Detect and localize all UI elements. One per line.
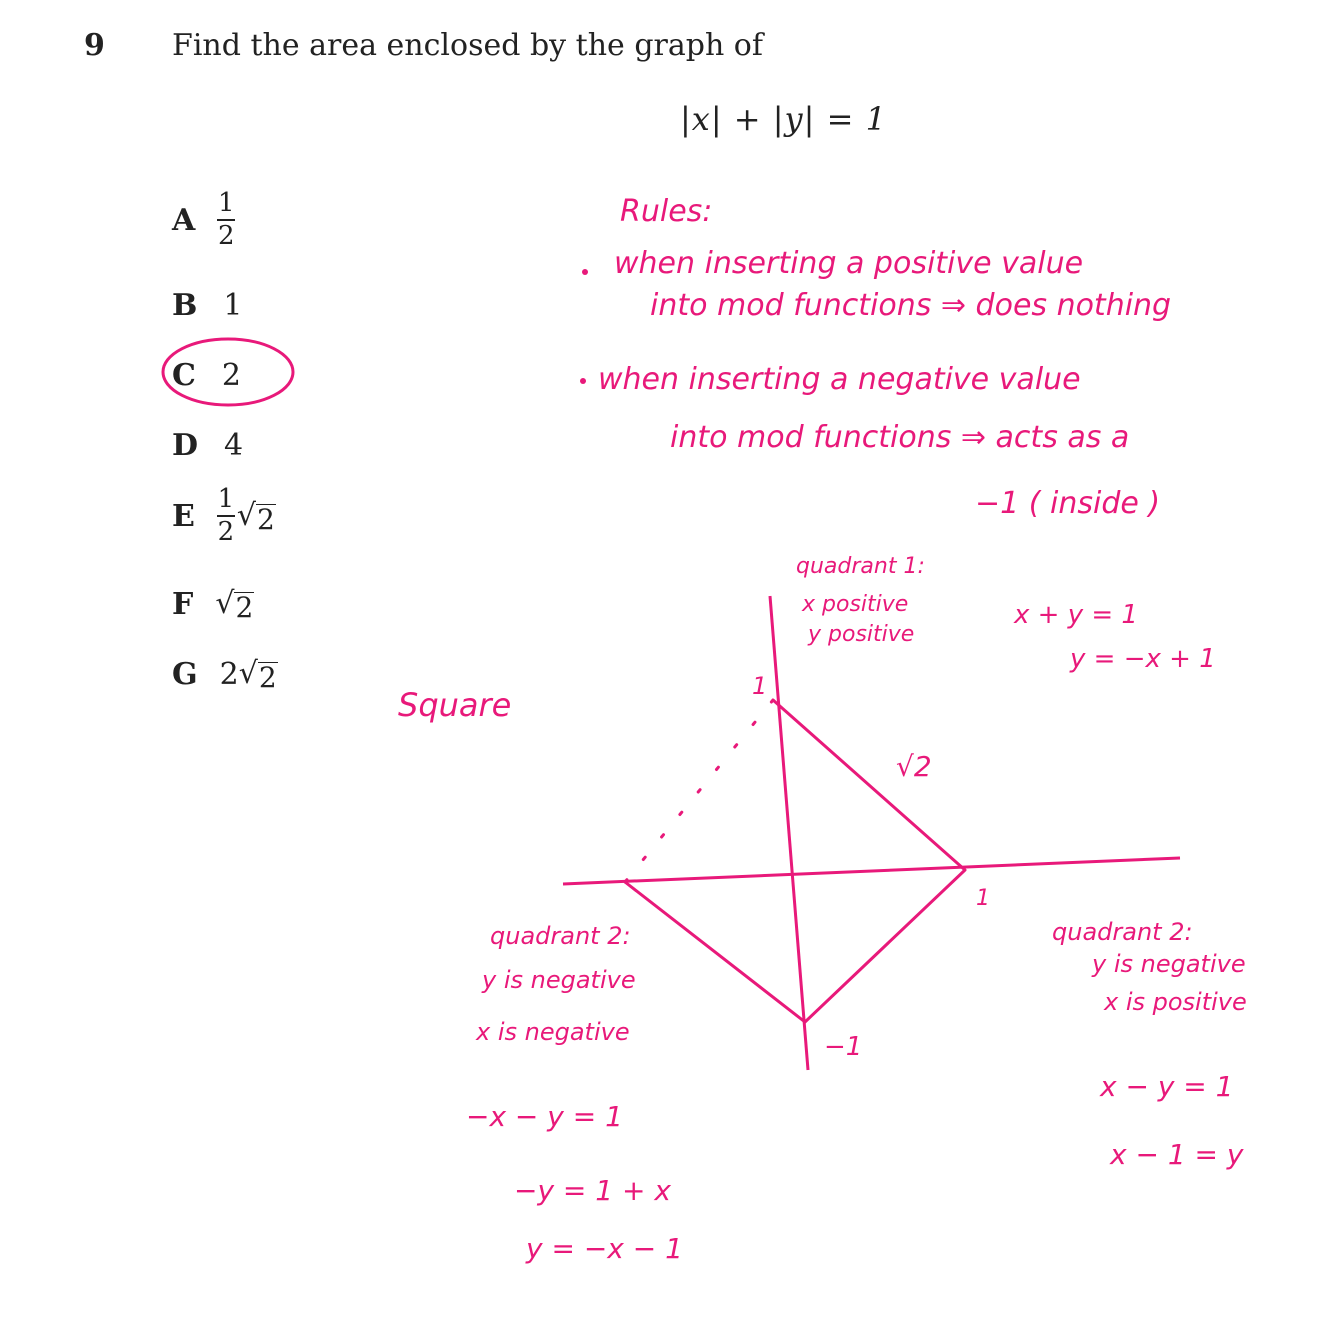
question-equation: |x| + |y| = 1 bbox=[680, 100, 887, 138]
option-value: 4 bbox=[224, 428, 244, 463]
answer-circle bbox=[163, 339, 293, 405]
radical-sign: √ bbox=[236, 497, 256, 533]
option-letter: D bbox=[172, 428, 199, 463]
side-length-label: √2 bbox=[896, 750, 932, 783]
option-letter: B bbox=[172, 288, 198, 323]
quadrant1-line1: x positive bbox=[802, 592, 909, 617]
option-letter: F bbox=[172, 586, 194, 622]
quadrant-left-eq3: y = −x − 1 bbox=[526, 1232, 683, 1265]
fraction-denominator: 2 bbox=[217, 516, 235, 547]
quadrant1-eq2: y = −x + 1 bbox=[1070, 644, 1216, 674]
question-number: 9 bbox=[84, 28, 105, 63]
rule2-line3: −1 ( inside ) bbox=[975, 486, 1161, 521]
fraction-denominator: 2 bbox=[218, 220, 235, 251]
quadrant-left-line2: x is negative bbox=[476, 1018, 630, 1046]
radicand: 2 bbox=[258, 661, 277, 694]
option-letter: A bbox=[172, 202, 196, 238]
radicand: 2 bbox=[257, 502, 275, 536]
fraction-numerator: 1 bbox=[217, 484, 235, 514]
option-value: 2 bbox=[221, 358, 241, 393]
rule1-line1: when inserting a positive value bbox=[614, 246, 1084, 281]
rule2-line1: when inserting a negative value bbox=[598, 362, 1081, 397]
fraction-numerator: 1 bbox=[218, 188, 235, 218]
diamond-outline bbox=[625, 700, 965, 1022]
quadrant-left-eq1: −x − y = 1 bbox=[466, 1100, 623, 1133]
axis-label-top: 1 bbox=[752, 672, 768, 700]
quadrant1-title: quadrant 1: bbox=[796, 554, 925, 579]
quadrant-left-line1: y is negative bbox=[482, 966, 636, 994]
quadrant1-line2: y positive bbox=[808, 622, 915, 647]
option-letter: E bbox=[172, 498, 195, 534]
axis-label-bottom: −1 bbox=[824, 1032, 863, 1062]
quadrant-right-eq2: x − 1 = y bbox=[1110, 1138, 1244, 1171]
quadrant1-eq1: x + y = 1 bbox=[1014, 600, 1138, 630]
dotted-edge bbox=[625, 700, 773, 882]
quadrant-left-title: quadrant 2: bbox=[490, 922, 631, 950]
quadrant-right-line1: y is negative bbox=[1092, 950, 1246, 978]
radical-sign: √ bbox=[215, 586, 235, 621]
x-axis bbox=[563, 858, 1180, 884]
radical-sign: √ bbox=[238, 656, 258, 691]
coefficient: 2 bbox=[219, 656, 239, 692]
square-label: Square bbox=[398, 686, 512, 724]
quadrant-right-title: quadrant 2: bbox=[1052, 918, 1193, 946]
rule2-line2: into mod functions ⇒ acts as a bbox=[670, 420, 1130, 455]
rule1-line2: into mod functions ⇒ does nothing bbox=[650, 288, 1172, 323]
bullet-2 bbox=[580, 378, 586, 384]
option-value: 1 bbox=[223, 288, 243, 323]
axis-label-right: 1 bbox=[976, 886, 990, 911]
quadrant-left-eq2: −y = 1 + x bbox=[514, 1174, 671, 1207]
option-letter: G bbox=[172, 656, 198, 692]
rules-title: Rules: bbox=[620, 194, 713, 229]
option-letter: C bbox=[172, 358, 196, 393]
bullet-1 bbox=[582, 269, 588, 275]
quadrant-right-eq1: x − y = 1 bbox=[1100, 1070, 1234, 1103]
radicand: 2 bbox=[235, 591, 254, 624]
quadrant-right-line2: x is positive bbox=[1104, 988, 1247, 1016]
question-text: Find the area enclosed by the graph of bbox=[172, 28, 763, 63]
